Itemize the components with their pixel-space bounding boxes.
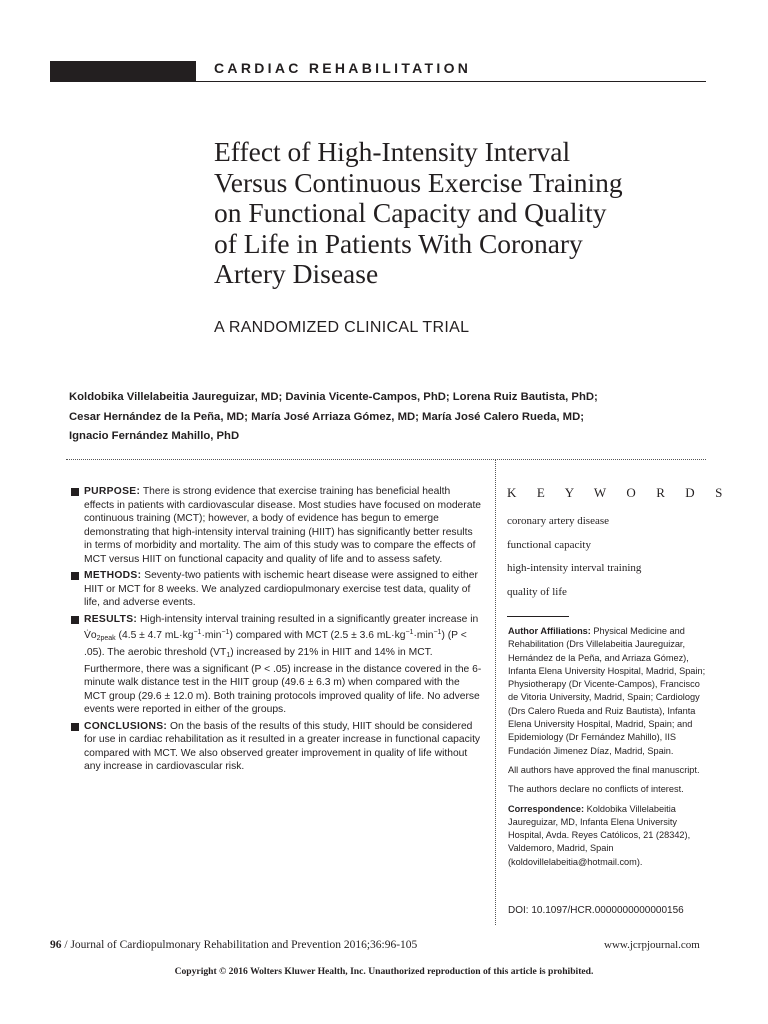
author-line: Koldobika Villelabeitia Jaureguizar, MD; Davinia Vicente-Campos, PhD; Lorena Ruiz Bautista, PhD; [69, 391, 598, 403]
journal-url[interactable]: www.jcrpjournal.com [604, 939, 700, 951]
abstract-text: On the basis of the results of this study, HIIT should be considered for use in cardiac rehabilitation as it resulted in a greater increase in functional capacity compared with MCT. We also observed greater improvement in quality of life without any increase in cardiovascular risk. [84, 720, 481, 773]
superscript: −1 [405, 629, 414, 637]
square-bullet-icon [71, 723, 79, 731]
side-rule [507, 616, 569, 617]
correspondence-text: Koldobika Villelabeitia Jaureguizar, MD, Infanta Elena University Hospital, Avda. Reyes Católicos, 21 (28342), Valdemoro, Madrid, Spain (koldovillelabeitia@hotmail.com). [508, 803, 691, 867]
abstract-text: (4.5 ± 4.7 mL·kg [115, 630, 194, 642]
abstract-heading: PURPOSE: [84, 486, 141, 497]
section-rule [196, 81, 706, 82]
section-bar [50, 61, 196, 82]
author-notes [508, 625, 706, 875]
superscript: −1 [193, 629, 202, 637]
conflicts-note: The authors declare no conflicts of interest. [508, 784, 684, 795]
keywords-list [507, 510, 641, 604]
page-number: 96 [50, 939, 62, 951]
correspondence-heading: Correspondence: [508, 803, 585, 814]
correspondence [508, 803, 706, 869]
approval-note: All authors have approved the final manuscript. [508, 764, 700, 775]
square-bullet-icon [71, 616, 79, 624]
title-line: on Functional Capacity and Quality [214, 197, 607, 228]
author-list [69, 388, 719, 447]
journal-name: / Journal of Cardiopulmonary Rehabilitation and Prevention 2016;36:96-105 [61, 939, 418, 951]
abstract-text: ·min [201, 630, 222, 642]
article-subtitle: A RANDOMIZED CLINICAL TRIAL [214, 319, 470, 336]
affiliations [508, 625, 706, 758]
abstract-text: ) (P < .05). The aerobic threshold (VT [84, 630, 467, 659]
keyword-item: quality of life [507, 585, 567, 598]
keyword-item: functional capacity [507, 538, 591, 551]
abstract-text: High-intensity interval training resulted in a significantly greater increase in V̇o [84, 613, 479, 642]
author-line: Ignacio Fernández Mahillo, PhD [69, 430, 240, 442]
abstract-heading: METHODS: [84, 570, 142, 582]
square-bullet-icon [71, 572, 79, 580]
superscript: −1 [221, 629, 230, 637]
title-line: of Life in Patients With Coronary [214, 227, 583, 259]
keyword-item: coronary artery disease [507, 515, 610, 527]
keyword-item: high-intensity interval training [507, 562, 642, 574]
affiliations-heading: Author Affiliations: [508, 626, 591, 636]
abstract-purpose [70, 485, 482, 566]
abstract-text: ·min [413, 630, 434, 642]
author-line: Cesar Hernández de la Peña, MD; María José Arriaza Gómez, MD; María José Calero Rueda, MD; [69, 410, 585, 423]
title-line: Artery Disease [214, 258, 379, 289]
abstract-conclusions [70, 720, 482, 774]
subscript: 1 [226, 652, 231, 660]
copyright-notice: Copyright © 2016 Wolters Kluwer Health, Inc. Unauthorized reproduction of this article is prohibited. [174, 966, 594, 977]
article-title [214, 137, 714, 290]
doi[interactable]: DOI: 10.1097/HCR.0000000000000156 [508, 905, 684, 916]
abstract-text: Seventy-two patients with ischemic heart disease were assigned to either HIIT or MCT for 8 weeks. We analyzed cardiopulmonary exercise test data, quality of life, and adverse events. [84, 570, 478, 609]
abstract-methods [70, 569, 482, 610]
abstract-heading: CONCLUSIONS: [84, 720, 168, 732]
abstract-results [70, 613, 482, 717]
footer-citation [50, 938, 417, 953]
keywords-title: K E Y W O R D S [507, 485, 731, 500]
section-label: CARDIAC REHABILITATION [214, 60, 472, 76]
abstract-text: ) increased by 21% in HIIT and 14% in MCT. Furthermore, there was a significant (P < .05) increase in the distance covered in the 6-minute walk distance test in the HIIT group (49.6 ± 6.3 m) when compared with the MCT group (29.6 ± 12.0 m). Both training protocols improved quality of life. No adverse events were reported in either of the groups. [84, 647, 482, 716]
abstract [70, 485, 482, 777]
title-line: Versus Continuous Exercise Training [214, 166, 623, 198]
abstract-text: ) compared with MCT (2.5 ± 3.6 mL·kg [229, 630, 406, 642]
dotted-divider-horizontal [66, 459, 706, 460]
affiliations-text: Physical Medicine and Rehabilitation (Drs Villelabeitia Jaureguizar, Hernández de la Peña, and Arriaza Gómez), Infanta Elena University Hospital, Madrid, Spain; Physiotherapy (Dr Vicente-Campos), Francisco de Vitoria University, Madrid, Spain; Cardiology (Drs Calero Rueda and Ruiz Bautista), Infanta Elena University Hospital, Madrid, Spain; and Epidemiology (Dr Fernández Mahillo), IIS Fundación Jimenez Díaz, Madrid, Spain. [508, 626, 706, 756]
dotted-divider-vertical [495, 459, 496, 925]
superscript: −1 [433, 629, 442, 637]
subscript: 2peak [96, 635, 116, 643]
square-bullet-icon [71, 488, 79, 496]
abstract-text: There is strong evidence that exercise training has beneficial health effects in patients with cardiovascular disease. Most studies have focused on moderate continuous training (MCT); however, a body of evidence has begun to emerge demonstrating that high-intensity interval training (HIIT) has significantly better results in terms of morbidity and mortality. The aim of this study was to compare the effects of MCT versus HIIT on functional capacity and quality of life and to assess safety. [84, 486, 482, 565]
abstract-heading: RESULTS: [84, 613, 138, 625]
title-line: Effect of High-Intensity Interval [214, 136, 571, 167]
